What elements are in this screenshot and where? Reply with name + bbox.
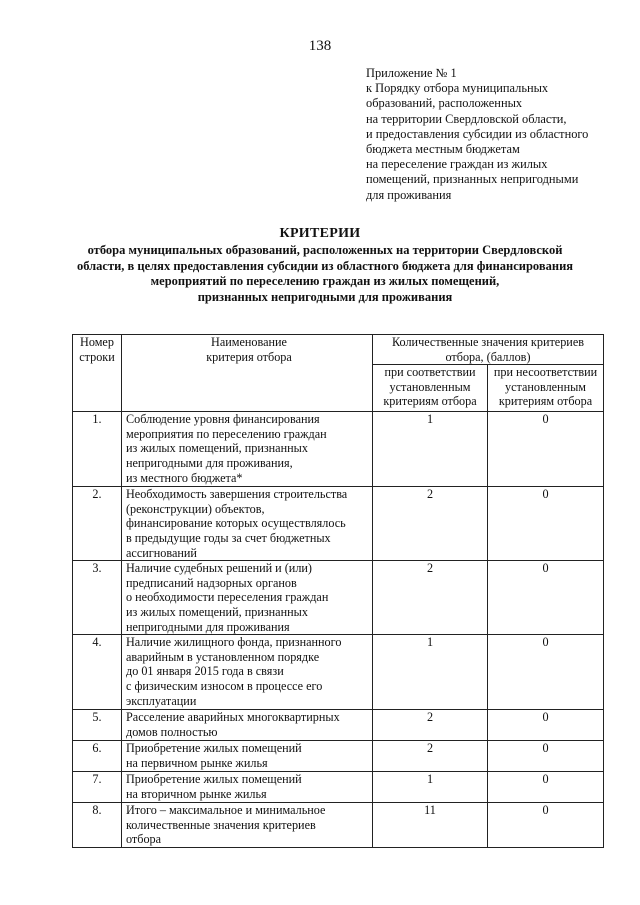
row-number: 6.	[73, 741, 122, 772]
header-name-line: критерия отбора	[206, 349, 292, 364]
criterion-line: эксплуатации	[126, 693, 197, 708]
row-noncompliant-value: 0	[488, 635, 604, 710]
row-noncompliant-value: 0	[488, 487, 604, 561]
criterion-line: количественные значения критериев	[126, 817, 316, 832]
row-compliant-value: 1	[373, 412, 488, 487]
row-criterion	[122, 772, 373, 803]
row-number: 1.	[73, 412, 122, 487]
criterion-line: с физическим износом в процессе его	[126, 678, 323, 693]
criterion-line: мероприятия по переселению граждан	[126, 426, 327, 441]
criterion-line: Итого – максимальное и минимальное	[126, 803, 326, 818]
criterion-line: Расселение аварийных многоквартирных	[126, 710, 340, 725]
header-noncompliant-line: при несоответствии	[493, 365, 598, 380]
row-criterion	[122, 741, 373, 772]
criterion-line: из местного бюджета*	[126, 470, 243, 485]
row-compliant-value: 2	[373, 710, 488, 741]
row-number: 7.	[73, 772, 122, 803]
criterion-line: из жилых помещений, признанных	[126, 441, 308, 456]
document-subtitle	[40, 243, 610, 305]
criterion-line: Наличие судебных решений и (или)	[126, 561, 312, 576]
row-compliant-value: 2	[373, 487, 488, 561]
criterion-line: домов полностью	[126, 724, 218, 739]
row-compliant-value: 1	[373, 635, 488, 710]
header-values-line: отбора, (баллов)	[445, 349, 531, 364]
criterion-line: на первичном рынке жилья	[126, 755, 268, 770]
criterion-line: Наличие жилищного фонда, признанного	[126, 635, 342, 650]
subtitle-line: признанных непригодными для проживания	[197, 289, 453, 304]
header-noncompliant-line: критериям отбора	[498, 394, 593, 409]
header-compliant-line: при соответствии	[384, 365, 476, 380]
row-noncompliant-value: 0	[488, 710, 604, 741]
row-noncompliant-value: 0	[488, 412, 604, 487]
criterion-line: финансирование которых осуществлялось	[126, 516, 346, 531]
row-number: 3.	[73, 561, 122, 635]
criterion-line: непригодными для проживания,	[126, 455, 293, 470]
criterion-line: предписаний надзорных органов	[126, 575, 297, 590]
table-row	[73, 635, 604, 710]
header-number-line: строки	[79, 349, 115, 364]
criterion-line: в предыдущие годы за счет бюджетных	[126, 530, 331, 545]
row-compliant-value: 2	[373, 561, 488, 635]
row-number: 5.	[73, 710, 122, 741]
criterion-line: из жилых помещений, признанных	[126, 604, 308, 619]
header-compliant	[373, 365, 488, 412]
criterion-line: на вторичном рынке жилья	[126, 786, 267, 801]
table-row	[73, 772, 604, 803]
page-number: 138	[308, 38, 332, 54]
header-number-line: Номер	[80, 335, 114, 349]
header-noncompliant	[488, 365, 604, 412]
header-compliant-line: установленным	[389, 379, 471, 394]
table-row	[73, 487, 604, 561]
appendix-line: на территории Свердловской области,	[366, 111, 567, 126]
row-criterion	[122, 635, 373, 710]
document-title: КРИТЕРИИ	[279, 226, 361, 241]
header-name	[122, 335, 373, 412]
row-number: 4.	[73, 635, 122, 710]
header-values	[373, 335, 604, 365]
appendix-header	[366, 66, 631, 203]
header-number	[73, 335, 122, 412]
row-criterion	[122, 710, 373, 741]
row-number: 2.	[73, 487, 122, 561]
row-compliant-value: 1	[373, 772, 488, 803]
row-criterion	[122, 803, 373, 848]
row-criterion	[122, 487, 373, 561]
appendix-line: бюджета местным бюджетам	[366, 142, 520, 157]
row-number: 8.	[73, 803, 122, 848]
header-compliant-line: критериям отбора	[383, 394, 477, 409]
table-row	[73, 741, 604, 772]
row-criterion	[122, 561, 373, 635]
row-noncompliant-value: 0	[488, 741, 604, 772]
appendix-line: помещений, признанных непригодными	[366, 172, 579, 187]
criterion-line: аварийным в установленном порядке	[126, 649, 320, 664]
row-noncompliant-value: 0	[488, 803, 604, 848]
table-row	[73, 412, 604, 487]
row-criterion	[122, 412, 373, 487]
criterion-line: ассигнований	[126, 545, 197, 560]
subtitle-line: области, в целях предоставления субсидии из областного бюджета для финансирования	[76, 258, 574, 273]
table-row	[73, 710, 604, 741]
criterion-line: Соблюдение уровня финансирования	[126, 412, 320, 427]
criterion-line: до 01 января 2015 года в связи	[126, 664, 284, 679]
row-compliant-value: 11	[373, 803, 488, 848]
subtitle-line: отбора муниципальных образований, расположенных на территории Свердловской	[87, 243, 563, 257]
subtitle-line: мероприятий по переселению граждан из жилых помещений,	[150, 274, 500, 288]
criterion-line: (реконструкции) объектов,	[126, 501, 265, 516]
appendix-line: и предоставления субсидии из областного	[366, 126, 589, 141]
table-row	[73, 803, 604, 848]
appendix-line: образований, расположенных	[366, 96, 523, 111]
appendix-line: для проживания	[366, 187, 452, 202]
criterion-line: Необходимость завершения строительства	[126, 487, 348, 502]
criterion-line: Приобретение жилых помещений	[126, 741, 302, 756]
row-compliant-value: 2	[373, 741, 488, 772]
criterion-line: непригодными для проживания	[126, 619, 290, 634]
criterion-line: Приобретение жилых помещений	[126, 772, 302, 787]
criteria-table	[72, 334, 604, 848]
table-header-row	[73, 335, 604, 365]
row-noncompliant-value: 0	[488, 561, 604, 635]
appendix-line: Приложение № 1	[366, 66, 457, 80]
criterion-line: о необходимости переселения граждан	[126, 590, 329, 605]
header-name-line: Наименование	[211, 335, 287, 349]
appendix-line: к Порядку отбора муниципальных	[366, 81, 549, 96]
header-values-line: Количественные значения критериев	[392, 335, 584, 349]
row-noncompliant-value: 0	[488, 772, 604, 803]
criterion-line: отбора	[126, 832, 162, 847]
header-noncompliant-line: установленным	[504, 379, 587, 394]
appendix-line: на переселение граждан из жилых	[366, 157, 548, 172]
table-row	[73, 561, 604, 635]
